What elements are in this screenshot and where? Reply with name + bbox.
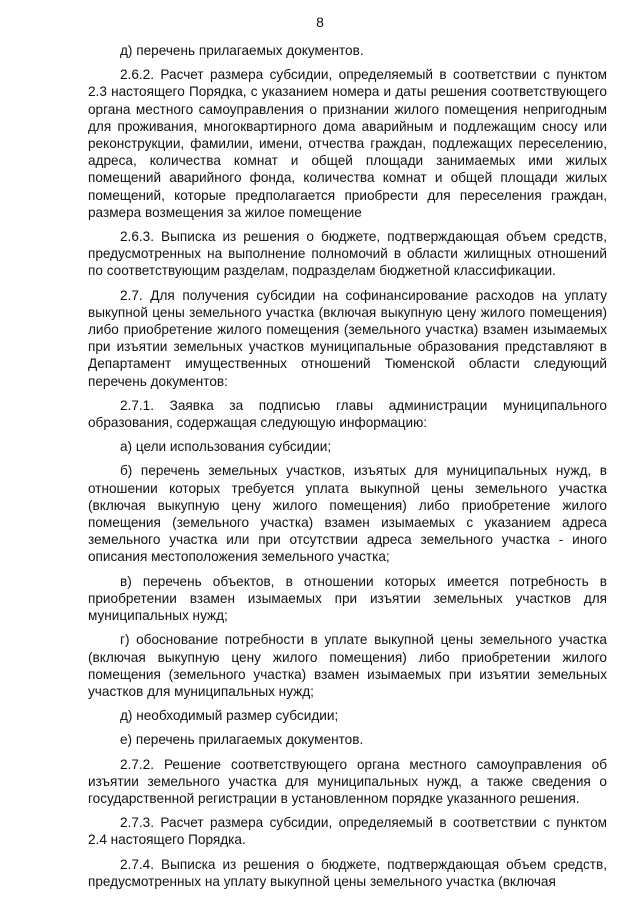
clause-2-7-4: 2.7.4. Выписка из решения о бюджете, подтверждающая объем средств, предусмотренных на уплату выкупной цены земельного участка (включая [88, 856, 607, 889]
list-item-b: б) перечень земельных участков, изъятых для муниципальных нужд, в отношении которых требуется уплата выкупной цены земельного участка (включая выкупную цену жилого помещения) либо приобретение жилого помещения (земельного участка) взамен изымаемых с указанием адреса земельного участка или при отсутствии адреса земельного участка - иного описания местоположения земельного участка; [88, 463, 607, 565]
clause-2-7-2: 2.7.2. Решение соответствующего органа местного самоуправления об изъятии земельного участка для муниципальных нужд, а также сведения о государственной регистрации в установленном порядке указанного решения. [88, 756, 607, 806]
clause-2-6-3: 2.6.3. Выписка из решения о бюджете, подтверждающая объем средств, предусмотренных на выполнение полномочий в области жилищных отношений по соответствующим разделам, подразделам бюджетной классификации. [88, 229, 607, 279]
page-number: 8 [316, 14, 324, 30]
clause-2-7: 2.7. Для получения субсидии на софинансирование расходов на уплату выкупной цены земельного участка (включая выкупную цену жилого помещения) либо приобретение жилого помещения (земельного участка) взамен изымаемых при изъятии земельных участков муниципальные образования представляют в Департамент имущественных отношений Тюменской области следующий перечень документов: [88, 287, 607, 389]
list-item-e: е) перечень прилагаемых документов. [120, 732, 364, 748]
list-item-d-amount: д) необходимый размер субсидии; [120, 708, 339, 724]
clause-2-7-1: 2.7.1. Заявка за подписью главы администрации муниципального образования, содержащая следующую информацию: [88, 397, 607, 431]
clause-2-7-3: 2.7.3. Расчет размера субсидии, определяемый в соответствии с пунктом 2.4 настоящего Порядка. [88, 815, 607, 848]
list-item-g: г) обоснование потребности в уплате выкупной цены земельного участка (включая выкупную цену жилого помещения) либо приобретении жилого помещения (земельного участка) взамен изымаемых при изъятии земельных участков для муниципальных нужд; [88, 632, 607, 699]
list-item-a: а) цели использования субсидии; [120, 439, 332, 455]
document-body [88, 42, 607, 897]
list-item-d-documents: д) перечень прилагаемых документов. [120, 43, 364, 58]
list-item-v: в) перечень объектов, в отношении которых имеется потребность в приобретении взамен изымаемых при изъятии земельных участков для муниципальных нужд; [88, 573, 607, 624]
clause-2-6-2: 2.6.2. Расчет размера субсидии, определяемый в соответствии с пунктом 2.3 настоящего Порядка, с указанием номера и даты решения соответствующего органа местного самоуправления о признании жилого помещения непригодным для проживания, многоквартирного дома аварийным и подлежащим сносу или реконструкции, фамилии, имени, отчества граждан, подлежащих переселению, адреса, количества комнат и общей площади занимаемых ими жилых помещений аварийного фонда, количества комнат и общей площади жилых помещений, которые предполагается приобрести для переселения граждан, размера возмещения за жилое помещение [88, 67, 607, 220]
